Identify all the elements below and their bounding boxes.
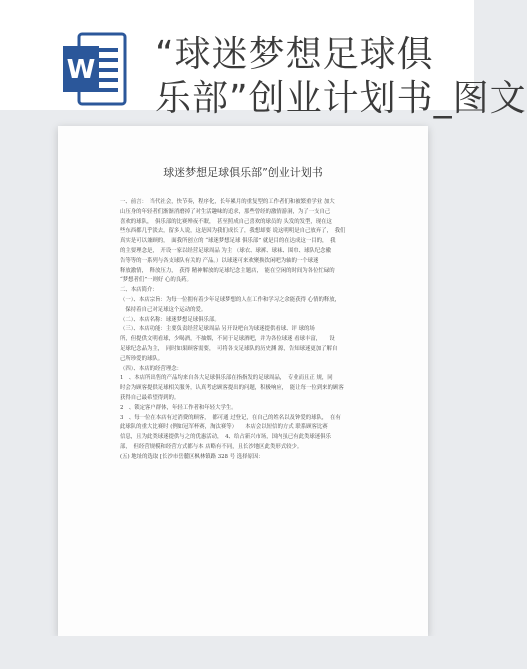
document-page bbox=[58, 126, 428, 636]
body-line: 3 、每一位在本店有过消费的顾客， 都可通 过登记，在自己的姓名以及钟爱的球队， 在有 bbox=[120, 414, 341, 421]
document-title: 球迷梦想足球俱乐部”创业计划书 bbox=[163, 166, 323, 179]
body-line: （二）、本店名称：球迷梦想足球俱乐部。 bbox=[120, 316, 220, 323]
document-body bbox=[120, 198, 364, 463]
word-doc-icon bbox=[63, 32, 127, 106]
body-line: 时会为顾客提供足球相关服务，认真考虑顾客提出的问题，积极响应， 能让每一位到来的顾客 bbox=[120, 385, 344, 392]
body-line: 信息，且为此类球迷提供与之的优惠活动， 4、给占新兴市场，国内虽已有此类球迷俱乐 bbox=[120, 434, 331, 441]
body-line: 2 、锁定客户群体，年轻工作者和年轻大学生。 bbox=[120, 404, 237, 411]
body-line: 保持着自己对足球这个运动的爱。 bbox=[120, 306, 207, 313]
body-line: 获得自己最希望得到的。 bbox=[120, 394, 180, 401]
body-line: 部， 但经营规模和经营方式都与本 店略有不同，且长沙地区此类形式较少。 bbox=[120, 443, 303, 450]
body-line: (五) 地址的选取 [长沙市岳麓区枫林镇路 328 号 选择原因： bbox=[120, 453, 264, 460]
body-line: 此球队的重大比赛时 (例如冠军杯赛，淘汰赛等） 本店会以短信的方式 联系顾客比赛 bbox=[120, 424, 328, 431]
body-line: 1 、本店所出售的产品均来自各大足球俱乐部在指指发的足球周品， 专业而且正 规，同 bbox=[120, 375, 333, 382]
body-line: 释放激情， 释放压力， 获得 精神解放的足球纪念主题店， 能在空闲的时间为各位忙碌的 bbox=[120, 267, 335, 274]
body-line: 山压身的年轻者们渐渐消磨掉了对生活趣味的追求，那些曾经的激情游洞，为了一支自己 bbox=[120, 208, 331, 215]
body-line: “梦想者们”一则好 心的良药。 bbox=[120, 277, 192, 284]
word-letter: W bbox=[66, 55, 96, 85]
body-line: 的主要理念是， 开设一家以经营足球周品 为主 （球衣、球裤、球袜、围巾、球队纪念徽 bbox=[120, 247, 331, 254]
body-line: 己所珍爱的球队。 bbox=[120, 355, 164, 362]
body-line: （一）、本店宗旨：为每一位拥有着少年足球梦想的人在工作和学习之余能获得 心情的释放， bbox=[120, 296, 341, 303]
body-line: 喜欢的球队， 俱乐部的比赛殚夜不眠， 甚至照成自己喜欢的球员的 头发的发型，现在这 bbox=[120, 218, 332, 225]
page-title-line-1: “球迷梦想足球俱 bbox=[155, 34, 434, 75]
body-line: 二、本店简介： bbox=[120, 287, 158, 294]
body-line: 一、前言： 当代社会，快节奏，程序化，长年累月的重复型的工作者们和被繁重学业 加大 bbox=[120, 199, 335, 205]
page-footer-strip bbox=[0, 636, 474, 669]
body-line: 告等等的一系列与各支球队有关的 产品。）以球迷可来欢聚换饮闲吧为轴的一个球迷 bbox=[120, 257, 319, 264]
body-line: （四）、本店的经营理念： bbox=[120, 365, 182, 372]
body-line: 真实是可以兼顾的， 面我所创立的 “球迷梦想足球 俱乐部” 就是目的在达成这一目的， 我 bbox=[120, 238, 336, 245]
page-title-line-2: 乐部”创业计划书_图文 bbox=[155, 78, 527, 119]
body-line: 些东西都几乎淡去，留多人说，这是因为我们成长了，我想却要 说这明明是自己放弃了， 我们 bbox=[120, 228, 346, 235]
page-header bbox=[0, 0, 527, 119]
body-line: 所，但提供文明看球，少喝酒，不抽烟，不同于足球酒吧，并为各位球迷 看球丰富， 设 bbox=[120, 336, 335, 343]
body-line: 足球纪念品为主， 同时如果顾客需要， 可将各支足球队的历史渊 源，告知球迷更加了解自 bbox=[120, 345, 338, 352]
body-line: （三）、本店功能：主要负责经营足球周品 另开设吧台为球迷提供看球、评 球的场 bbox=[120, 326, 315, 333]
